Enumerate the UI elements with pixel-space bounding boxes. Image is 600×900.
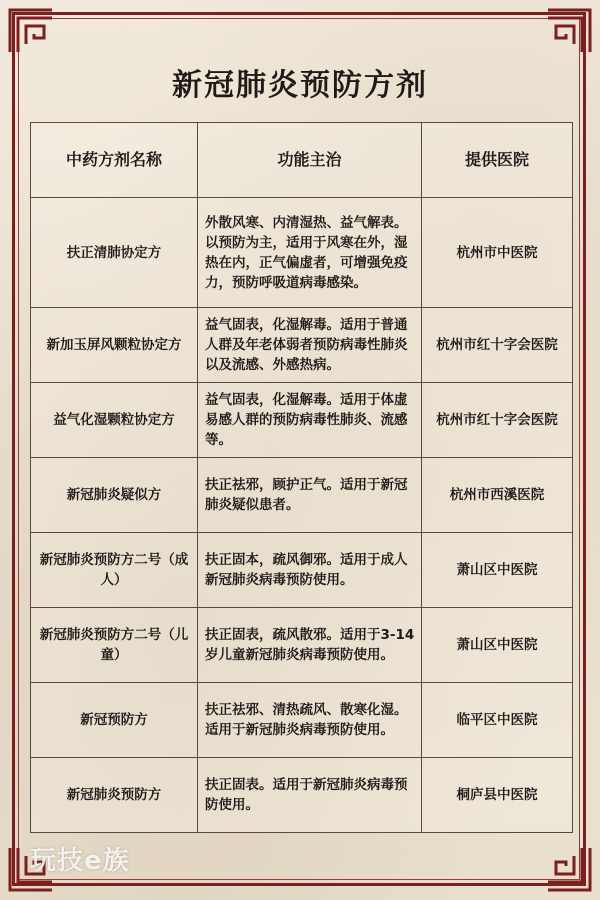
corner-ornament-icon [546, 846, 592, 892]
table-row [31, 683, 573, 758]
prescription-name: 新冠预防方 [31, 683, 198, 758]
prescription-name: 新加玉屏风颗粒协定方 [31, 308, 198, 383]
function-text: 益气固表，化湿解毒。适用于普通人群及年老体弱者预防病毒性肺炎以及流感、外感热病。 [198, 308, 422, 383]
function-text: 扶正固本，疏风御邪。适用于成人新冠肺炎病毒预防使用。 [198, 533, 422, 608]
table-row [31, 198, 573, 308]
hospital-name: 杭州市红十字会医院 [422, 308, 573, 383]
prescription-name: 新冠肺炎疑似方 [31, 458, 198, 533]
hospital-name: 杭州市西溪医院 [422, 458, 573, 533]
table-row [31, 758, 573, 833]
watermark-logo: 玩技e族 [30, 846, 130, 876]
corner-ornament-icon [546, 8, 592, 54]
hospital-name: 杭州市红十字会医院 [422, 383, 573, 458]
column-header-function: 功能主治 [198, 123, 422, 198]
prescription-table [30, 122, 573, 833]
function-text: 外散风寒、内清湿热、益气解表。以预防为主，适用于风寒在外，湿热在内，正气偏虚者，可增强免疫力，预防呼吸道病毒感染。 [198, 198, 422, 308]
prescription-name: 益气化湿颗粒协定方 [31, 383, 198, 458]
table-row [31, 458, 573, 533]
prescription-name: 扶正清肺协定方 [31, 198, 198, 308]
function-text: 扶正固表。适用于新冠肺炎病毒预防使用。 [198, 758, 422, 833]
prescription-name: 新冠肺炎预防方 [31, 758, 198, 833]
column-header-hospital: 提供医院 [422, 123, 573, 198]
corner-ornament-icon [8, 8, 54, 54]
function-text: 益气固表，化湿解毒。适用于体虚易感人群的预防病毒性肺炎、流感等。 [198, 383, 422, 458]
hospital-name: 桐庐县中医院 [422, 758, 573, 833]
table-row [31, 383, 573, 458]
table-row [31, 533, 573, 608]
function-text: 扶正祛邪，顾护正气。适用于新冠肺炎疑似患者。 [198, 458, 422, 533]
table-row [31, 608, 573, 683]
function-text: 扶正祛邪、清热疏风、散寒化湿。适用于新冠肺炎病毒预防使用。 [198, 683, 422, 758]
hospital-name: 萧山区中医院 [422, 608, 573, 683]
function-text: 扶正固表，疏风散邪。适用于3-14岁儿童新冠肺炎病毒预防使用。 [198, 608, 422, 683]
hospital-name: 萧山区中医院 [422, 533, 573, 608]
table-header-row [31, 123, 573, 198]
table-row [31, 308, 573, 383]
hospital-name: 杭州市中医院 [422, 198, 573, 308]
prescription-name: 新冠肺炎预防方二号（成人） [31, 533, 198, 608]
column-header-name: 中药方剂名称 [31, 123, 198, 198]
prescription-name: 新冠肺炎预防方二号（儿童） [31, 608, 198, 683]
hospital-name: 临平区中医院 [422, 683, 573, 758]
page-title: 新冠肺炎预防方剂 [172, 68, 428, 103]
